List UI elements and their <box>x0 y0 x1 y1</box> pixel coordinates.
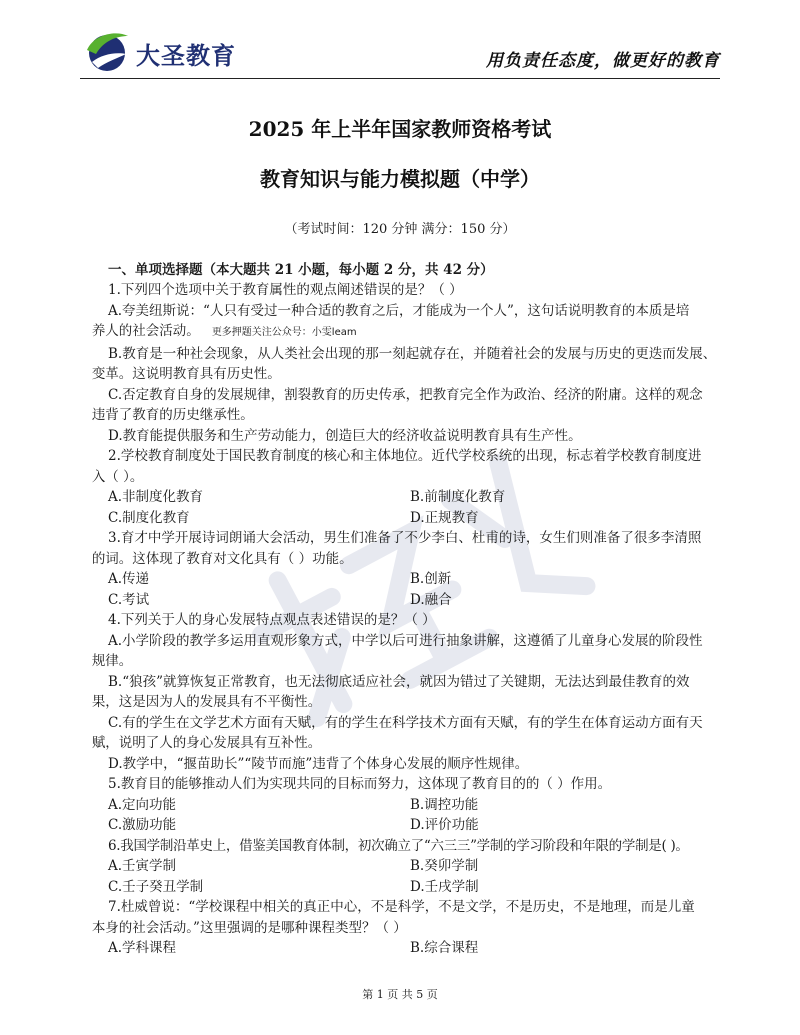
logo-icon <box>84 28 130 74</box>
option-a: A.夸美纽斯说：“人只有受过一种合适的教育之后，才能成为一个人”，这句话说明教育的本质是培 养人的社会活动。 更多押题关注公众号：小雯leam <box>91 302 690 339</box>
question-stem: 4.下列关于人的身心发展特点观点表述错误的是？（ ） <box>108 612 436 628</box>
option-d: D.评价功能 <box>410 817 479 833</box>
question-6 <box>108 836 720 898</box>
option-b: B.“狼孩”就算恢复正常教育，也无法彻底适应社会，就因为错过了关键期，无法达到最佳教育的效 果，这是因为人的发展具有不平衡性。 <box>91 673 690 710</box>
question-5 <box>108 774 720 836</box>
option-b: B.前制度化教育 <box>410 489 506 505</box>
header-slogan: 用负责任态度，做更好的教育 <box>486 51 720 71</box>
page-header <box>80 26 720 78</box>
option-a: A.定向功能 <box>108 796 177 813</box>
option-c: C.否定教育自身的发展规律，割裂教育的历史传承，把教育完全作为政治、经济的附庸。这样的观念 违背了教育的历史继承性。 <box>91 386 703 423</box>
option-c: C.考试 <box>108 591 150 608</box>
brand-name: 大圣教育 <box>136 42 236 70</box>
question-stem: 3.育才中学开展诗词朗诵大会活动，男生们准备了不少李白、杜甫的诗，女生们则准备了很多李清照 <box>108 530 702 546</box>
option-c: C.有的学生在文学艺术方面有天赋，有的学生在科学技术方面有天赋，有的学生在体育运动方面有天 赋，说明了人的身心发展具有互补性。 <box>91 714 703 751</box>
option-c: C.制度化教育 <box>108 509 190 526</box>
promo-note: 更多押题关注公众号：小雯leam <box>211 327 357 338</box>
option-b: B.教育是一种社会现象，从人类社会出现的那一刻起就存在，并随着社会的发展与历史的更迭而发展、 变革。这说明教育具有历史性。 <box>91 345 717 382</box>
option-b: B.创新 <box>410 571 452 587</box>
option-a: A.小学阶段的教学多运用直观形象方式，中学以后可进行抽象讲解，这遵循了儿童身心发展的阶段性 规律。 <box>91 632 703 669</box>
question-4 <box>91 610 720 774</box>
option-c: C.激励功能 <box>108 817 177 833</box>
option-b: B.调控功能 <box>410 796 479 813</box>
question-stem: 7.杜威曾说：“学校课程中相关的真正中心，不是科学，不是文学，不是历史，不是地理，而是儿童 <box>108 899 695 915</box>
option-d: D.教学中，“揠苗助长”“陵节而施”违背了个体身心发展的顺序性规律。 <box>108 755 529 772</box>
option-d: D.教育能提供服务和生产劳动能力，创造巨大的经济收益说明教育具有生产性。 <box>108 427 582 444</box>
option-d: D.壬戌学制 <box>410 878 479 895</box>
option-a: A.传递 <box>108 571 150 587</box>
question-stem: 2.学校教育制度处于国民教育制度的核心和主体地位。近代学校系统的出现，标志着学校教育制度进 <box>108 448 702 464</box>
option-b: B.癸卯学制 <box>410 858 479 874</box>
question-3: 3.育才中学开展诗词朗诵大会活动，男生们准备了不少李白、杜甫的诗，女生们则准备了很多李清照 的词。这体现了教育对文化具有（ ）功能。 A.传递 B.创新 C.考试 D.融合 <box>108 528 720 610</box>
option-a: A.学科课程 <box>108 940 177 956</box>
question-stem: 1.下列四个选项中关于教育属性的观点阐述错误的是？（ ） <box>108 282 463 298</box>
header-divider <box>80 78 720 79</box>
question-2: 2.学校教育制度处于国民教育制度的核心和主体地位。近代学校系统的出现，标志着学校教育制度进 入（ ）。 A.非制度化教育 B.前制度化教育 C.制度化教育 D.正规教育 <box>108 446 720 528</box>
option-a: A.非制度化教育 <box>108 489 204 505</box>
question-stem: 6.我国学制沿革史上，借鉴美国教育体制，初次确立了“六三三”学制的学习阶段和年限的学制是( )。 <box>108 837 689 854</box>
exam-subtitle: 教育知识与能力模拟题（中学） <box>260 167 540 191</box>
page-footer: 第 1 页 共 5 页 <box>362 988 438 1001</box>
question-stem: 5.教育目的能够推动人们为实现共同的目标而努力，这体现了教育目的的（ ）作用。 <box>108 776 612 792</box>
question-1 <box>91 280 720 446</box>
exam-meta: （考试时间：120 分钟 满分：150 分） <box>284 222 516 237</box>
question-7: 7.杜威曾说：“学校课程中相关的真正中心，不是科学，不是文学，不是历史，不是地理，而是儿童 本身的社会活动。”这里强调的是哪种课程类型？（ ） A.学科课程 B.综合课程 <box>108 897 720 959</box>
option-c: C.壬子癸丑学制 <box>108 878 204 895</box>
option-d: D.融合 <box>410 591 452 608</box>
option-a: A.壬寅学制 <box>108 858 177 874</box>
option-d: D.正规教育 <box>410 509 479 526</box>
section-heading: 一、单项选择题（本大题共 21 小题，每小题 2 分，共 42 分） <box>108 262 494 278</box>
exam-title: 2025 年上半年国家教师资格考试 <box>248 117 552 141</box>
question-list <box>91 280 720 959</box>
option-b: B.综合课程 <box>410 940 479 956</box>
